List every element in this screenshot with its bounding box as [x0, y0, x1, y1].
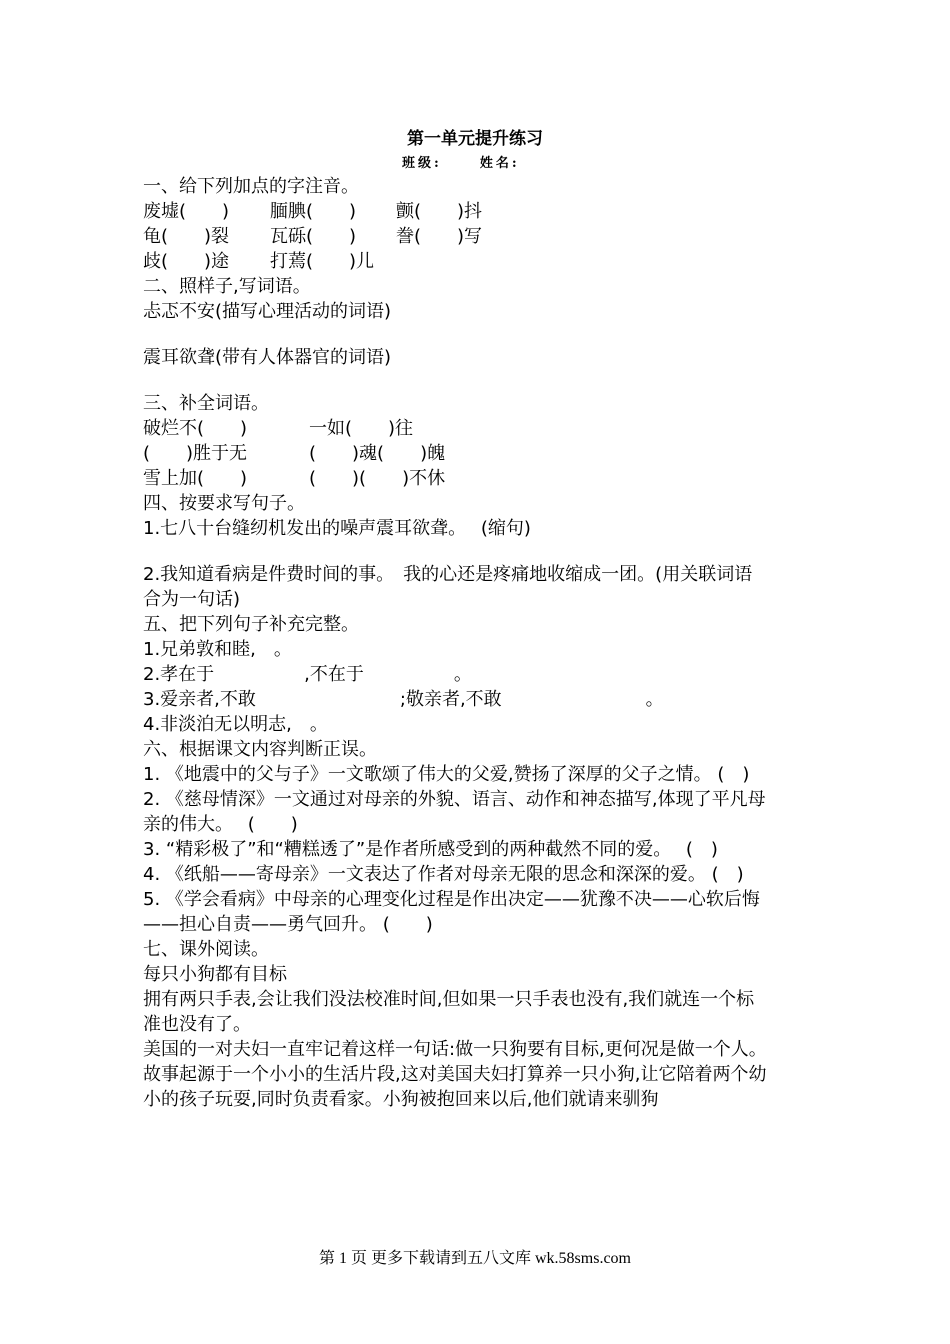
answer-space: [143, 370, 768, 391]
section-7-heading: 七、课外阅读。: [143, 939, 269, 960]
judge-item: 5. 《学会看病》中母亲的心理变化过程是作出决定——犹豫不决——心软后悔——担心自责——勇气回升。 ( ): [143, 889, 760, 935]
student-info: [402, 152, 520, 171]
answer-space: [143, 324, 768, 345]
section-6-heading: 六、根据课文内容判断正误。: [143, 739, 377, 760]
pinyin-item: 腼腆( ): [270, 201, 357, 222]
pinyin-item: 誊( )写: [396, 226, 483, 247]
pinyin-item: 颤( )抖: [396, 201, 483, 222]
pinyin-row: [143, 199, 768, 224]
fill-sentence: 1.兄弟敦和睦, 。: [143, 639, 292, 660]
story-paragraph: 故事起源于一个小小的生活片段,这对美国夫妇打算养一只小狗,让它陪着两个幼小的孩子玩耍,同时负责看家。小狗被抱回来以后,他们就请来驯狗: [143, 1064, 767, 1110]
idiom-item: 破烂不( ): [143, 418, 248, 439]
story-paragraph: 拥有两只手表,会让我们没法校准时间,但如果一只手表也没有,我们就连一个标准也没有了。: [143, 989, 755, 1035]
section-3-heading: 三、补全词语。: [143, 393, 269, 414]
section-4-heading: 四、按要求写句子。: [143, 493, 305, 514]
sentence-task: 1.七八十台缝纫机发出的噪声震耳欲聋。 (缩句): [143, 518, 531, 539]
fill-sentence: 2.孝在于 ,不在于 。: [143, 664, 472, 685]
page-title: 第一单元提升练习: [407, 129, 543, 149]
exercise-body: [143, 174, 768, 1112]
story-paragraph: 美国的一对夫妇一直牢记着这样一句话:做一只狗要有目标,更何况是做一个人。: [143, 1039, 767, 1060]
name-label: 姓名:: [479, 156, 520, 171]
pinyin-item: 打蔫( )儿: [270, 251, 375, 272]
judge-item: 3. “精彩极了”和“糟糕透了”是作者所感受到的两种截然不同的爱。 ( ): [143, 839, 718, 860]
word-prompt: 震耳欲聋(带有人体器官的词语): [143, 347, 392, 368]
section-5-heading: 五、把下列句子补充完整。: [143, 614, 359, 635]
fill-sentence: 4.非淡泊无以明志, 。: [143, 714, 328, 735]
page-footer: 第 1 页 更多下载请到五八文库 wk.58sms.com: [318, 1250, 631, 1267]
idiom-item: ( )( )不休: [309, 468, 446, 489]
idiom-row: [143, 416, 768, 441]
story-title: 每只小狗都有目标: [143, 964, 287, 985]
answer-space: [143, 541, 768, 562]
section-2-heading: 二、照样子,写词语。: [143, 276, 311, 297]
fill-sentence: 3.爱亲者,不敢 ;敬亲者,不敢 。: [143, 689, 664, 710]
idiom-item: ( )胜于无: [143, 443, 248, 464]
pinyin-item: 瓦砾( ): [270, 226, 357, 247]
idiom-item: 一如( )往: [309, 418, 414, 439]
pinyin-row: [143, 224, 768, 249]
idiom-item: ( )魂( )魄: [309, 443, 446, 464]
idiom-item: 雪上加( ): [143, 468, 248, 489]
judge-item: 4. 《纸船——寄母亲》一文表达了作者对母亲无限的思念和深深的爱。 ( ): [143, 864, 744, 885]
pinyin-item: 废墟( ): [143, 201, 230, 222]
idiom-row: [143, 441, 768, 466]
section-1-heading: 一、给下列加点的字注音。: [143, 176, 359, 197]
word-prompt: 忐忑不安(描写心理活动的词语): [143, 301, 392, 322]
judge-item: 2. 《慈母情深》一文通过对母亲的外貌、语言、动作和神态描写,体现了平凡母亲的伟大。 ( ): [143, 789, 766, 835]
pinyin-item: 龟( )裂: [143, 226, 230, 247]
pinyin-row: [143, 249, 768, 274]
pinyin-item: 歧( )途: [143, 251, 230, 272]
judge-item: 1. 《地震中的父与子》一文歌颂了伟大的父爱,赞扬了深厚的父子之情。 ( ): [143, 764, 750, 785]
class-label: 班级:: [402, 156, 442, 171]
idiom-row: [143, 466, 768, 491]
sentence-task: 2.我知道看病是件费时间的事。 我的心还是疼痛地收缩成一团。(用关联词语合为一句话): [143, 564, 753, 610]
